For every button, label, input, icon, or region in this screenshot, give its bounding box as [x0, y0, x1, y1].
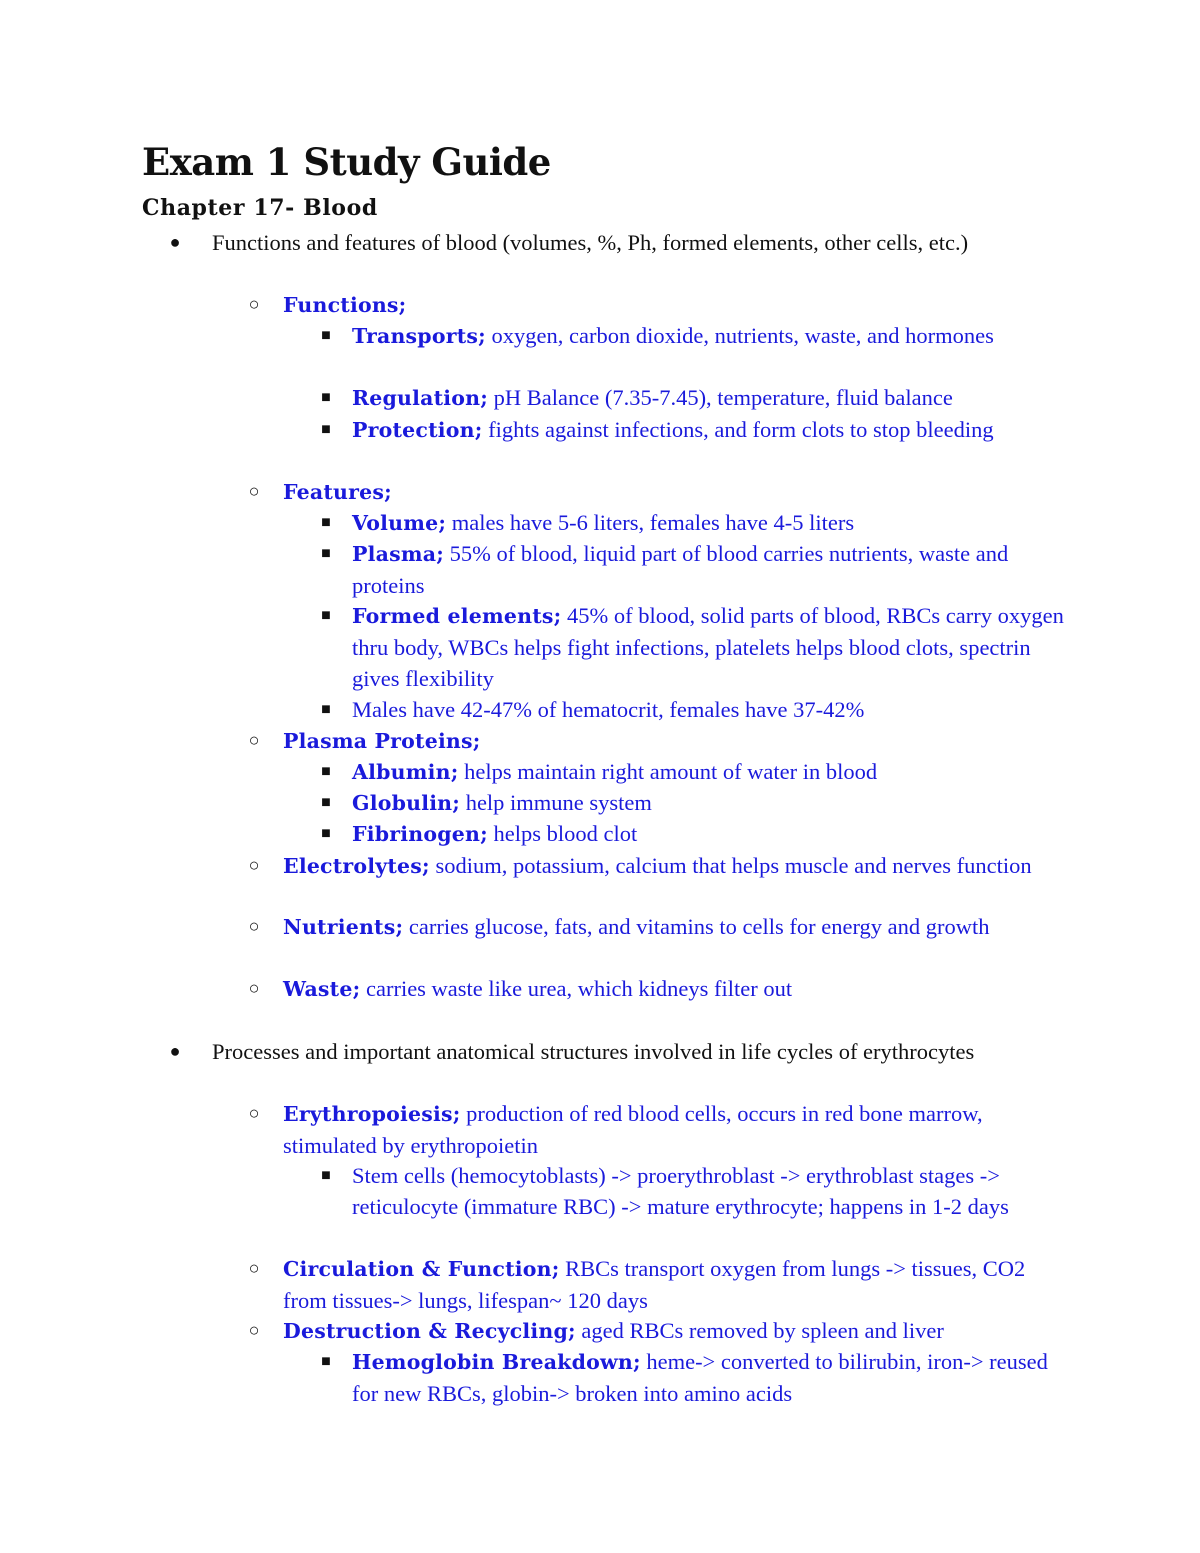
term-description: heme-> converted to bilirubin, iron-> reused for new RBCs, globin-> broken into amino acids [352, 1349, 1048, 1406]
term-description: oxygen, carbon dioxide, nutrients, waste, and hormones [485, 323, 994, 348]
bullet-circle-icon: ○ [248, 916, 260, 936]
bullet-circle-icon: ○ [248, 294, 260, 314]
term-description: sodium, potassium, calcium that helps muscle and nerves function [429, 853, 1032, 878]
list-item-text: Processes and important anatomical structures involved in life cycles of erythrocytes [212, 1039, 975, 1064]
bullet-circle-icon: ○ [248, 1103, 260, 1123]
term-label: Features; [283, 480, 392, 504]
bullet-square-icon: ■ [321, 794, 331, 811]
term-label: Destruction & Recycling; [283, 1319, 576, 1343]
term-label: Globulin; [352, 791, 461, 815]
bullet-dot-icon: ● [169, 1041, 181, 1061]
list-item-text: Males have 42-47% of hematocrit, females have 37-42% [352, 697, 865, 722]
term-description: pH Balance (7.35-7.45), temperature, fluid balance [488, 385, 953, 410]
term-label: Erythropoiesis; [283, 1102, 461, 1126]
term-label: Formed elements; [352, 604, 562, 628]
term-label: Electrolytes; [283, 854, 430, 878]
bullet-circle-icon: ○ [248, 1258, 260, 1278]
term-label: Waste; [283, 977, 361, 1001]
list-item-text: Functions and features of blood (volumes, %, Ph, formed elements, other cells, etc.) [212, 230, 969, 255]
term-description: helps maintain right amount of water in blood [458, 759, 878, 784]
term-label: Plasma; [352, 542, 444, 566]
term-label: Protection; [352, 418, 483, 442]
term-label: Plasma Proteins; [283, 729, 481, 753]
term-label: Fibrinogen; [352, 822, 488, 846]
bullet-square-icon: ■ [321, 545, 331, 562]
bullet-square-icon: ■ [321, 701, 331, 718]
bullet-dot-icon: ● [169, 232, 181, 252]
term-description: 55% of blood, liquid part of blood carries nutrients, waste and proteins [352, 541, 1009, 598]
term-description: help immune system [460, 790, 652, 815]
bullet-square-icon: ■ [321, 421, 331, 438]
bullet-square-icon: ■ [321, 514, 331, 531]
bullet-circle-icon: ○ [248, 730, 260, 750]
term-description: RBCs transport oxygen from lungs -> tissues, CO2 from tissues-> lungs, lifespan~ 120 days [283, 1256, 1026, 1313]
term-description: aged RBCs removed by spleen and liver [575, 1318, 944, 1343]
bullet-square-icon: ■ [321, 327, 331, 344]
term-description: fights against infections, and form clots to stop bleeding [482, 417, 994, 442]
term-label: Circulation & Function; [283, 1257, 560, 1281]
bullet-square-icon: ■ [321, 607, 331, 624]
term-label: Functions; [283, 293, 407, 317]
term-description: males have 5-6 liters, females have 4-5 liters [446, 510, 855, 535]
term-description: helps blood clot [487, 821, 638, 846]
list-item-text: Stem cells (hemocytoblasts) -> proerythroblast -> erythroblast stages -> reticulocyte (immature RBC) -> mature erythrocyte; happens in 1-2 days [352, 1163, 1009, 1219]
bullet-square-icon: ■ [321, 1167, 331, 1184]
term-label: Hemoglobin Breakdown; [352, 1350, 641, 1374]
term-label: Nutrients; [283, 915, 404, 939]
bullet-square-icon: ■ [321, 825, 331, 842]
bullet-circle-icon: ○ [248, 481, 260, 501]
bullet-square-icon: ■ [321, 1353, 331, 1370]
bullet-square-icon: ■ [321, 763, 331, 780]
bullet-circle-icon: ○ [248, 855, 260, 875]
term-label: Transports; [352, 324, 486, 348]
term-label: Albumin; [352, 760, 459, 784]
term-label: Regulation; [352, 386, 488, 410]
term-label: Volume; [352, 511, 447, 535]
term-description: carries waste like urea, which kidneys filter out [360, 976, 793, 1001]
term-description: 45% of blood, solid parts of blood, RBCs carry oxygen thru body, WBCs helps fight infections, platelets helps blood clots, spectrin gives flexibility [352, 603, 1064, 691]
bullet-circle-icon: ○ [248, 1320, 260, 1340]
bullet-square-icon: ■ [321, 389, 331, 406]
bullet-circle-icon: ○ [248, 978, 260, 998]
term-description: production of red blood cells, occurs in red bone marrow, stimulated by erythropoietin [283, 1101, 983, 1158]
document-title: Exam 1 Study Guide [142, 140, 551, 184]
term-description: carries glucose, fats, and vitamins to cells for energy and growth [403, 914, 990, 939]
chapter-heading: Chapter 17- Blood [142, 195, 378, 221]
